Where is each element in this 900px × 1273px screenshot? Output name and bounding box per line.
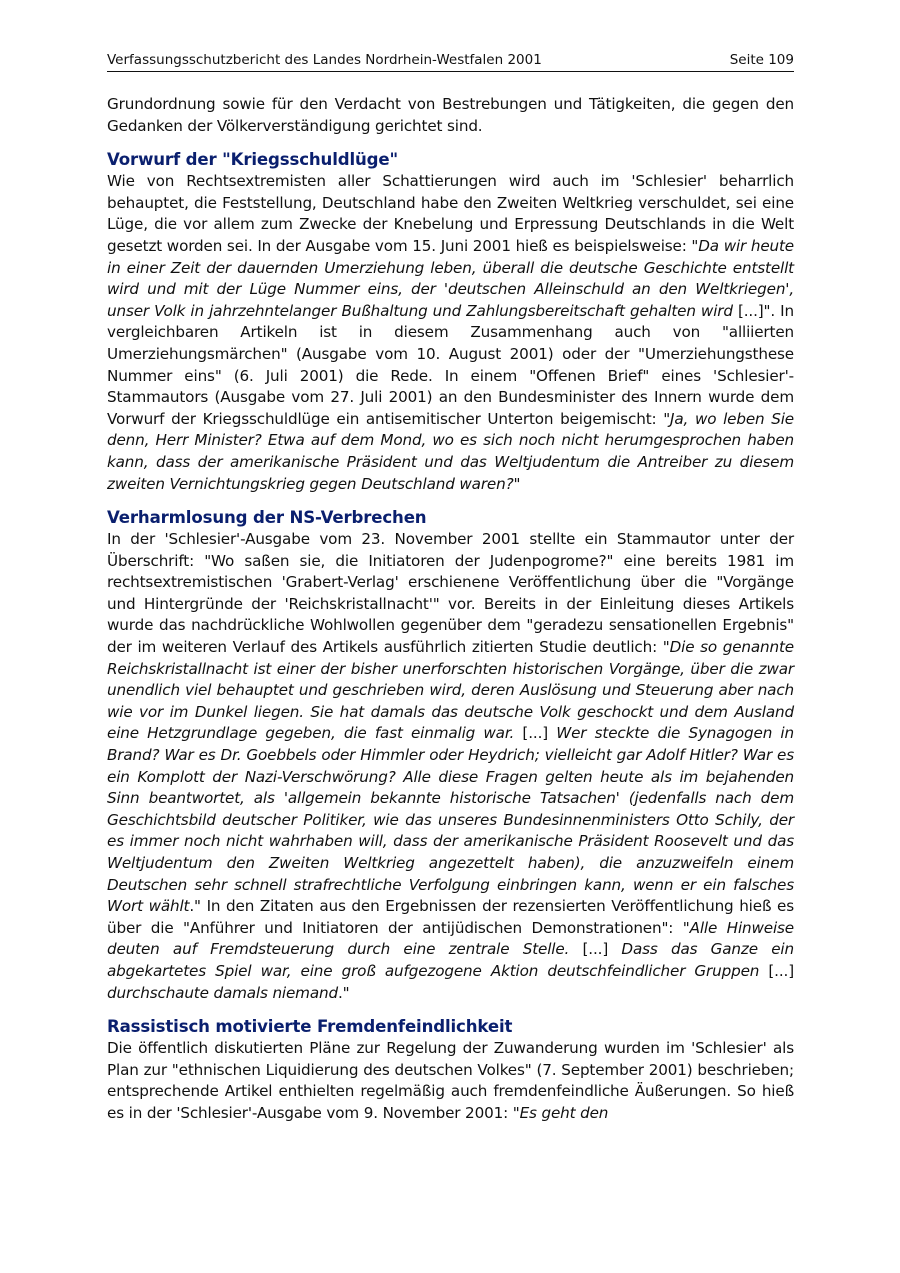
text-run: ." In den Zitaten aus den Ergebnissen der rezensierten Veröffentlichung hieß es über die "Anführer und Initiatoren der antijüdischen Demonstrationen": " bbox=[107, 897, 794, 937]
quote-run: Dass das Ganze ein abgekartetes Spiel war, eine groß aufgezogene Aktion deutschfeindlicher Gruppen bbox=[107, 940, 794, 980]
text-run: ." bbox=[337, 983, 350, 1002]
section-heading-fremdenfeindlichkeit: Rassistisch motivierte Fremdenfeindlichkeit bbox=[107, 1017, 513, 1037]
text-run: In der 'Schlesier'-Ausgabe vom 23. November 2001 stellte ein Stammautor unter der Überschrift: "Wo saßen sie, die Initiatoren der Judenpogrome?" eine bereits 1981 im rechtsextremistischen 'Grabert-Verlag' erschienene Veröffentlichung über die "Vorgänge und Hintergründe der 'Reichskristallnacht'" vor. Bereits in der Einleitung dieses Artikels wurde das nachdrückliche Wohlwollen gegenüber dem "geradezu sensationellen Ergebnis" der im weiteren Verlauf des Artikels ausführlich zitierten Studie deutlich: " bbox=[107, 530, 794, 657]
quote-run: Da wir heute in einer Zeit der dauernden Umerziehung leben, überall die deutsche Geschichte entstellt wird und mit der Lüge Nummer eins, der 'deutschen Alleinschuld an den Weltkriegen', unser Volk in jahrzehntelanger Bußhaltung und Zahlungsbereitschaft gehalten wird bbox=[107, 236, 794, 320]
document-body bbox=[107, 94, 794, 1125]
text-run: " bbox=[513, 474, 521, 493]
document-page bbox=[107, 52, 794, 1125]
section-heading-kriegsschuldluege: Vorwurf der "Kriegsschuldlüge" bbox=[107, 150, 399, 170]
text-run: [...]". In vergleichbaren Artikeln ist in diesem Zusammenhang auch von "alliierten Umerziehungsmärchen" (Ausgabe vom 10. August 2001) oder der "Umerziehungsthese Nummer eins" (6. Juli 2001) die Rede. In einem "Offenen Brief" eines 'Schlesier'-Stammautors (Ausgabe vom 27. Juli 2001) an den Bundesminister des Innern wurde dem Vorwurf der Kriegsschuldlüge ein antisemitischer Unterton beigemischt: " bbox=[107, 301, 794, 428]
text-run: Die öffentlich diskutierten Pläne zur Regelung der Zuwanderung wurden im 'Schlesier' als Plan zur "ethnischen Liquidierung des deutschen Volkes" (7. September 2001) beschrieben; entsprechende Artikel enthielten regelmäßig auch fremdenfeindliche Äußerungen. So hieß es in der 'Schlesier'-Ausgabe vom 9. November 2001: " bbox=[107, 1039, 794, 1122]
quote-run: Ja, wo leben Sie denn, Herr Minister? Etwa auf dem Mond, wo es sich noch nicht herumgesprochen haben kann, dass der amerikanische Präsident und das Weltjudentum die Antreiber zu diesem zweiten Vernichtungskrieg gegen Deutschland waren? bbox=[107, 409, 794, 493]
intro-paragraph: Grundordnung sowie für den Verdacht von Bestrebungen und Tätigkeiten, die gegen den Gedanken der Völkerverständigung gerichtet sind. bbox=[107, 95, 794, 135]
quote-run: Wer steckte die Synagogen in Brand? War es Dr. Goebbels oder Himmler oder Heydrich; vielleicht gar Adolf Hitler? War es ein Komplott der Nazi-Verschwörung? Alle diese Fragen gelten heute als im bejahenden Sinn beantwortet, als 'allgemein bekannte historische Tatsachen' (jedenfalls nach dem Geschichtsbild deutscher Politiker, wie das unseres Bundesinnenministers Otto Schily, der es immer noch nicht wahrhaben will, dass der amerikanische Präsident Roosevelt und das Weltjudentum den Zweiten Weltkrieg angezettelt haben), die anzuzweifeln einem Deutschen sehr schnell strafrechtliche Verfolgung einbringen kann, wenn er ein falsches Wort wählt bbox=[107, 724, 794, 916]
section-paragraph-fremdenfeindlichkeit bbox=[107, 1038, 794, 1124]
text-run: [...] bbox=[759, 961, 794, 980]
quote-run: Die so genannte Reichskristallnacht ist einer der bisher unerforschten historischen Vorgänge, über die zwar unendlich viel behauptet und geschrieben wird, deren Auslösung und Steuerung aber nach wie vor im Dunkel liegen. Sie hat damals das deutsche Volk geschockt und dem Ausland eine Hetzgrundlage gegeben, die fast einmalig war. bbox=[107, 638, 794, 743]
section-paragraph-ns-verbrechen bbox=[107, 529, 794, 1004]
quote-run: durchschaute damals niemand bbox=[107, 983, 338, 1002]
text-run: Wie von Rechtsextremisten aller Schattierungen wird auch im 'Schlesier' beharrlich behauptet, die Feststellung, Deutschland habe den Zweiten Weltkrieg verschuldet, sei eine Lüge, die vor allem zum Zwecke der Knebelung und Erpressung Deutschlands in die Welt gesetzt worden sei. In der Ausgabe vom 15. Juni 2001 hieß es beispielsweise: " bbox=[107, 172, 794, 255]
page-header bbox=[107, 52, 794, 72]
section-paragraph-kriegsschuldluege bbox=[107, 171, 794, 495]
section-heading-ns-verbrechen: Verharmlosung der NS-Verbrechen bbox=[107, 508, 427, 528]
quote-run: Es geht den bbox=[519, 1103, 609, 1122]
text-run: [...] bbox=[514, 724, 557, 743]
quote-run: Alle Hinweise deuten auf Fremdsteuerung durch eine zentrale Stelle. bbox=[107, 918, 794, 959]
text-run: [...] bbox=[569, 940, 622, 959]
header-title: Verfassungsschutzbericht des Landes Nordrhein-Westfalen 2001 bbox=[107, 52, 542, 68]
page-number: Seite 109 bbox=[729, 52, 794, 68]
